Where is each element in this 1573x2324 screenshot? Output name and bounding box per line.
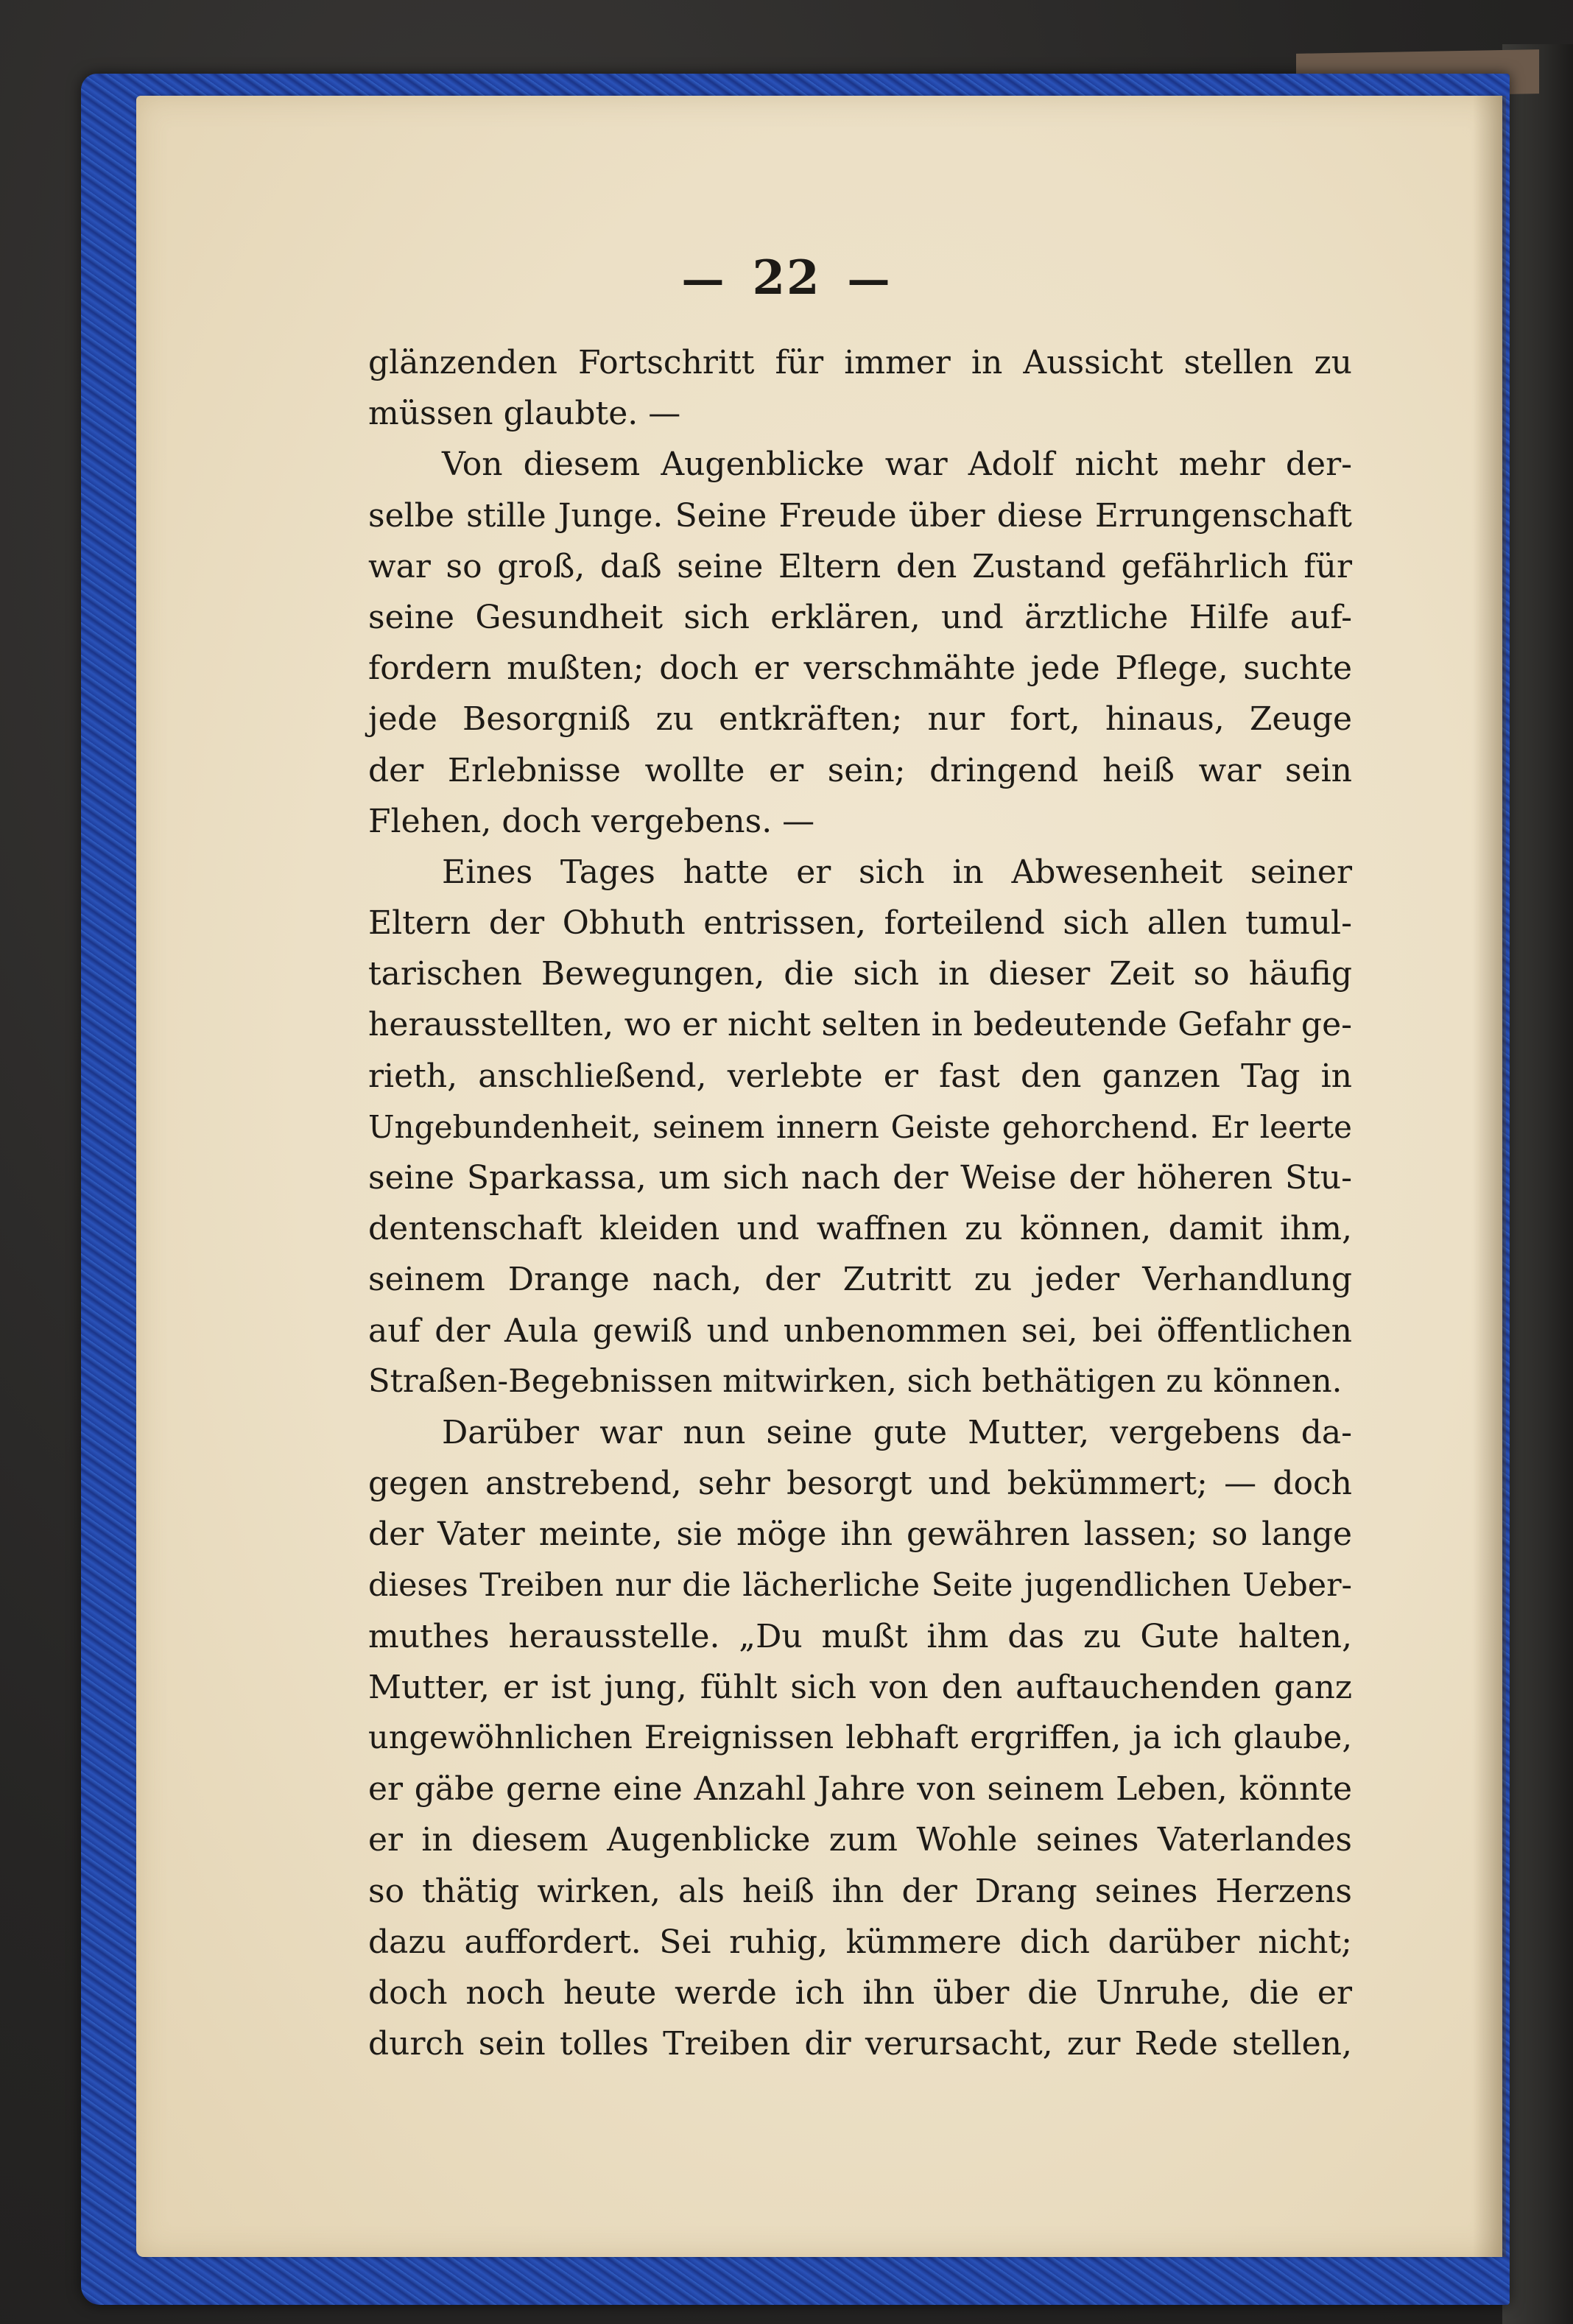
text-line: Mutter, er ist jung, fühlt sich von den auftauchenden ganz xyxy=(368,1668,1352,1706)
text-line: Eltern der Obhuth entrissen, forteilend sich allen tumul- xyxy=(368,904,1352,943)
body-text xyxy=(368,337,1352,2069)
text-line: müssen glaubte. — xyxy=(368,395,681,433)
text-line: Darüber war nun seine gute Mutter, vergebens da- xyxy=(442,1413,1352,1451)
text-line: glänzenden Fortschritt für immer in Aussicht stellen zu xyxy=(368,344,1352,381)
page-number: 22 xyxy=(752,250,821,306)
text-line: Von diesem Augenblicke war Adolf nicht mehr der- xyxy=(442,446,1352,484)
text-line: er gäbe gerne eine Anzahl Jahre von seinem Leben, könnte xyxy=(368,1770,1352,1809)
text-line: dentenschaft kleiden und waffnen zu können, damit ihm, xyxy=(368,1210,1352,1248)
text-line: Ungebundenheit, seinem innern Geiste gehorchend. Er leerte xyxy=(368,1108,1352,1145)
text-line: war so groß, daß seine Eltern den Zustand gefährlich für xyxy=(368,547,1352,585)
text-line: so thätig wirken, als heiß ihn der Drang seines Herzens xyxy=(368,1872,1352,1910)
text-line: muthes herausstelle. „Du mußt ihm das zu Gute halten, xyxy=(368,1617,1352,1655)
text-line: durch sein tolles Treiben dir verursacht, zur Rede stellen, xyxy=(368,2025,1352,2063)
text-line: seinem Drange nach, der Zutritt zu jeder Verhandlung xyxy=(368,1261,1352,1299)
text-line: der Erlebnisse wollte er sein; dringend heiß war sein xyxy=(368,751,1352,789)
text-line: gegen anstrebend, sehr besorgt und bekümmert; — doch xyxy=(368,1465,1352,1503)
text-line: dazu auffordert. Sei ruhig, kümmere dich darüber nicht; xyxy=(368,1923,1352,1961)
text-line: Straßen-Begebnissen mitwirken, sich bethätigen zu können. xyxy=(368,1362,1342,1400)
text-line: er in diesem Augenblicke zum Wohle seines Vaterlandes xyxy=(368,1821,1352,1859)
page-gutter-shadow xyxy=(1473,96,1506,2257)
text-line: doch noch heute werde ich ihn über die Unruhe, die er xyxy=(368,1974,1352,2012)
text-line: fordern mußten; doch er verschmähte jede Pflege, suchte xyxy=(368,649,1352,688)
text-line: tarischen Bewegungen, die sich in dieser Zeit so häufig xyxy=(368,955,1352,993)
book-cover-board xyxy=(1502,44,1573,2324)
text-line: auf der Aula gewiß und unbenommen sei, bei öffentlichen xyxy=(368,1311,1352,1350)
text-line: Flehen, doch vergebens. — xyxy=(368,802,815,840)
text-line: jede Besorgniß zu entkräften; nur fort, hinaus, Zeuge xyxy=(368,700,1352,739)
text-line: der Vater meinte, sie möge ihn gewähren lassen; so lange xyxy=(368,1515,1352,1554)
text-line: Eines Tages hatte er sich in Abwesenheit seiner xyxy=(442,853,1352,891)
text-line: rieth, anschließend, verlebte er fast den ganzen Tag in xyxy=(368,1057,1352,1095)
text-line: seine Gesundheit sich erklären, und ärztliche Hilfe auf- xyxy=(368,598,1352,636)
text-line: ungewöhnlichen Ereignissen lebhaft ergriffen, ja ich glaube, xyxy=(368,1719,1352,1757)
page-number-dash-right: — xyxy=(847,254,892,304)
page-number-header xyxy=(0,250,1573,306)
text-line: selbe stille Junge. Seine Freude über diese Errungenschaft xyxy=(368,496,1352,535)
page-number-dash-left: — xyxy=(681,254,726,304)
text-line: dieses Treiben nur die lächerliche Seite jugendlichen Ueber- xyxy=(368,1566,1352,1604)
text-line: herausstellten, wo er nicht selten in bedeutende Gefahr ge- xyxy=(368,1006,1352,1044)
text-line: seine Sparkassa, um sich nach der Weise der höheren Stu- xyxy=(368,1159,1352,1197)
